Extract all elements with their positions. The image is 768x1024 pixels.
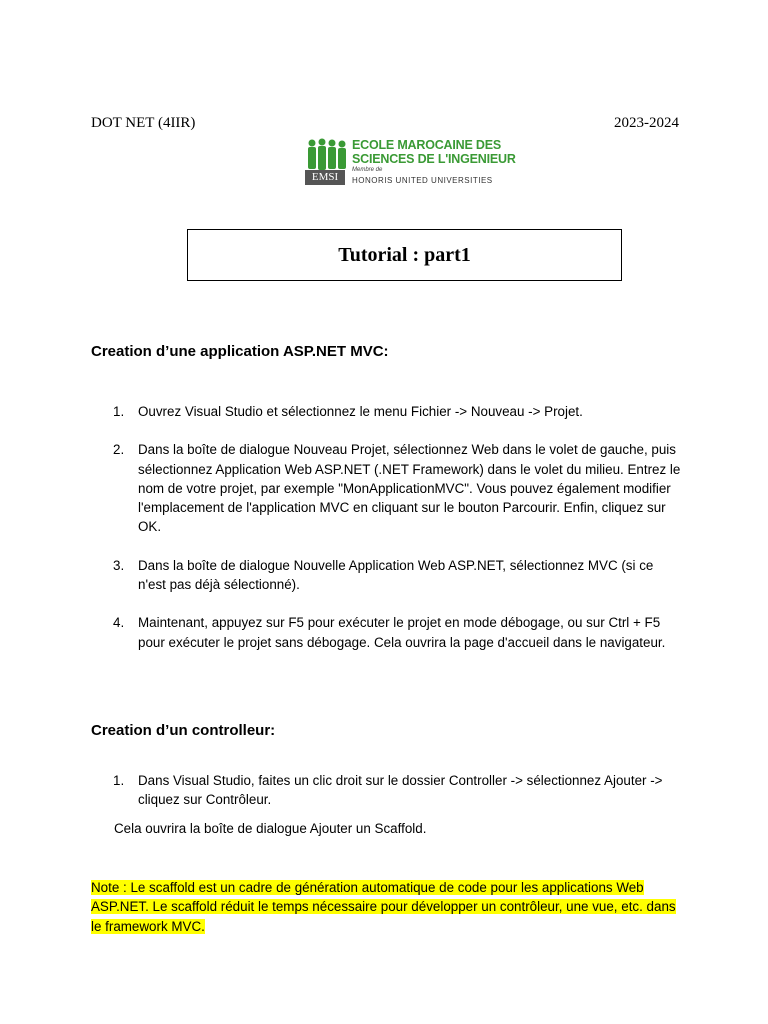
list-item — [91, 556, 681, 595]
section2-steps — [91, 771, 681, 829]
list-item — [91, 613, 681, 652]
list-item — [91, 440, 681, 536]
school-logo — [305, 138, 516, 188]
step-text: Maintenant, appuyez sur F5 pour exécuter le projet en mode débogage, ou sur Ctrl + F5 pour exécuter le projet sans débogage. Cela ouvrira la page d'accueil dans le navigateur. — [138, 615, 666, 650]
emsi-badge: EMSI — [305, 170, 345, 185]
page-title: Tutorial : part1 — [187, 229, 622, 281]
highlighted-note — [91, 878, 681, 936]
list-item — [91, 771, 681, 810]
step-number: 2. — [113, 442, 125, 458]
step-number: 1. — [113, 773, 125, 788]
step-text: Dans Visual Studio, faites un clic droit sur le dossier Controller -> sélectionnez Ajouter -> cliquez sur Contrôleur. — [138, 773, 663, 808]
logo-member: Membre de — [352, 167, 383, 173]
students-silhouette-icon — [305, 138, 349, 172]
step-number: 1. — [113, 404, 125, 419]
logo-line-1: ECOLE MAROCAINE DES — [352, 138, 501, 152]
step-number: 3. — [113, 557, 125, 573]
logo-line-2: SCIENCES DE L'INGENIEUR — [352, 152, 516, 166]
course-label: DOT NET (4IIR) — [91, 115, 196, 131]
logo-network: HONORIS UNITED UNIVERSITIES — [352, 176, 493, 185]
step-text: Ouvrez Visual Studio et sélectionnez le menu Fichier -> Nouveau -> Projet. — [138, 404, 583, 419]
academic-year: 2023-2024 — [614, 115, 679, 131]
list-item — [91, 402, 681, 421]
scaffold-paragraph: Cela ouvrira la boîte de dialogue Ajouter un Scaffold. — [114, 821, 427, 836]
step-text: Dans la boîte de dialogue Nouvelle Application Web ASP.NET, sélectionnez MVC (si ce n'est pas déjà sélectionné). — [138, 557, 654, 593]
step-number: 4. — [113, 615, 125, 631]
step-text: Dans la boîte de dialogue Nouveau Projet, sélectionnez Web dans le volet de gauche, puis sélectionnez Application Web ASP.NET (.NET Framework) dans le volet du milieu. Entrez le nom de votre projet, par exemple "MonApplicationMVC". Vous pouvez également modifier l'emplacement de l'application MVC en cliquant sur le bouton Parcourir. Enfin, cliquez sur OK. — [138, 442, 681, 535]
section2-heading: Creation d’un controlleur: — [91, 722, 276, 739]
section1-steps — [91, 402, 681, 671]
note-text: Note : Le scaffold est un cadre de génération automatique de code pour les applications Web ASP.NET. Le scaffold réduit le temps nécessaire pour développer un contrôleur, une vue, etc. dans le framework MVC. — [91, 880, 676, 934]
section1-heading: Creation d’une application ASP.NET MVC: — [91, 343, 389, 360]
